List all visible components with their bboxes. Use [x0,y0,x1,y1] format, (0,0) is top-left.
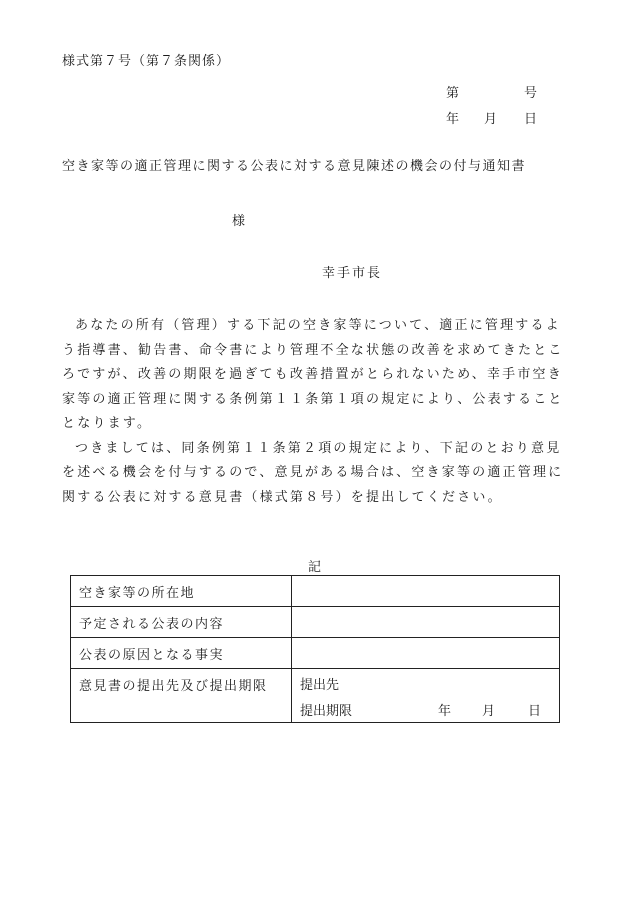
deadline-label: 提出期限 [300,703,353,719]
deadline-day: 日 [528,703,542,719]
number-prefix: 第 [446,85,460,101]
deadline-month: 月 [482,703,496,719]
paragraph-2: つきましては、同条例第１１条第２項の規定により、下記のとおり意見を述べる機会を付与するので、意見がある場合は、空き家等の適正管理に関する公表に対する意見書（様式第８号）を提出してください。 [62,440,564,505]
row-label: 公表の原因となる事実 [71,638,292,669]
row-value [292,576,560,607]
day-label: 日 [524,111,538,127]
document-title: 空き家等の適正管理に関する公表に対する意見陳述の機会の付与通知書 [62,159,527,174]
row-label: 空き家等の所在地 [71,576,292,607]
record-heading: 記 [308,560,322,575]
table-row [71,669,560,723]
table-row [71,607,560,638]
date-block [446,78,537,130]
row-label: 意見書の提出先及び提出期限 [71,669,292,723]
issue-date-row [446,104,537,130]
row-value [292,607,560,638]
table-row [71,638,560,669]
form-number: 様式第７号（第７条関係） [62,54,231,69]
issuer-name: 幸手市長 [322,266,383,281]
table-row [71,576,560,607]
month-label: 月 [484,111,498,127]
deadline-year: 年 [438,703,452,719]
year-label: 年 [446,111,460,127]
notice-body [62,314,570,510]
number-suffix: 号 [524,85,538,101]
addressee-suffix: 様 [232,214,246,229]
submit-to-line [300,670,559,696]
document-number-row [446,78,537,104]
deadline-line [300,696,559,722]
row-label: 予定される公表の内容 [71,607,292,638]
details-table [70,575,560,723]
row-value [292,638,560,669]
submission-details [292,669,560,723]
paragraph-1: あなたの所有（管理）する下記の空き家等について、適正に管理するよう指導書、勧告書、命令書により管理不全な状態の改善を求めてきたところですが、改善の期限を過ぎても改善措置がとられないため、幸手市空き家等の適正管理に関する条例第１１条第１項の規定により、公表することとなります。 [62,318,564,431]
submit-to-label: 提出先 [300,677,340,693]
